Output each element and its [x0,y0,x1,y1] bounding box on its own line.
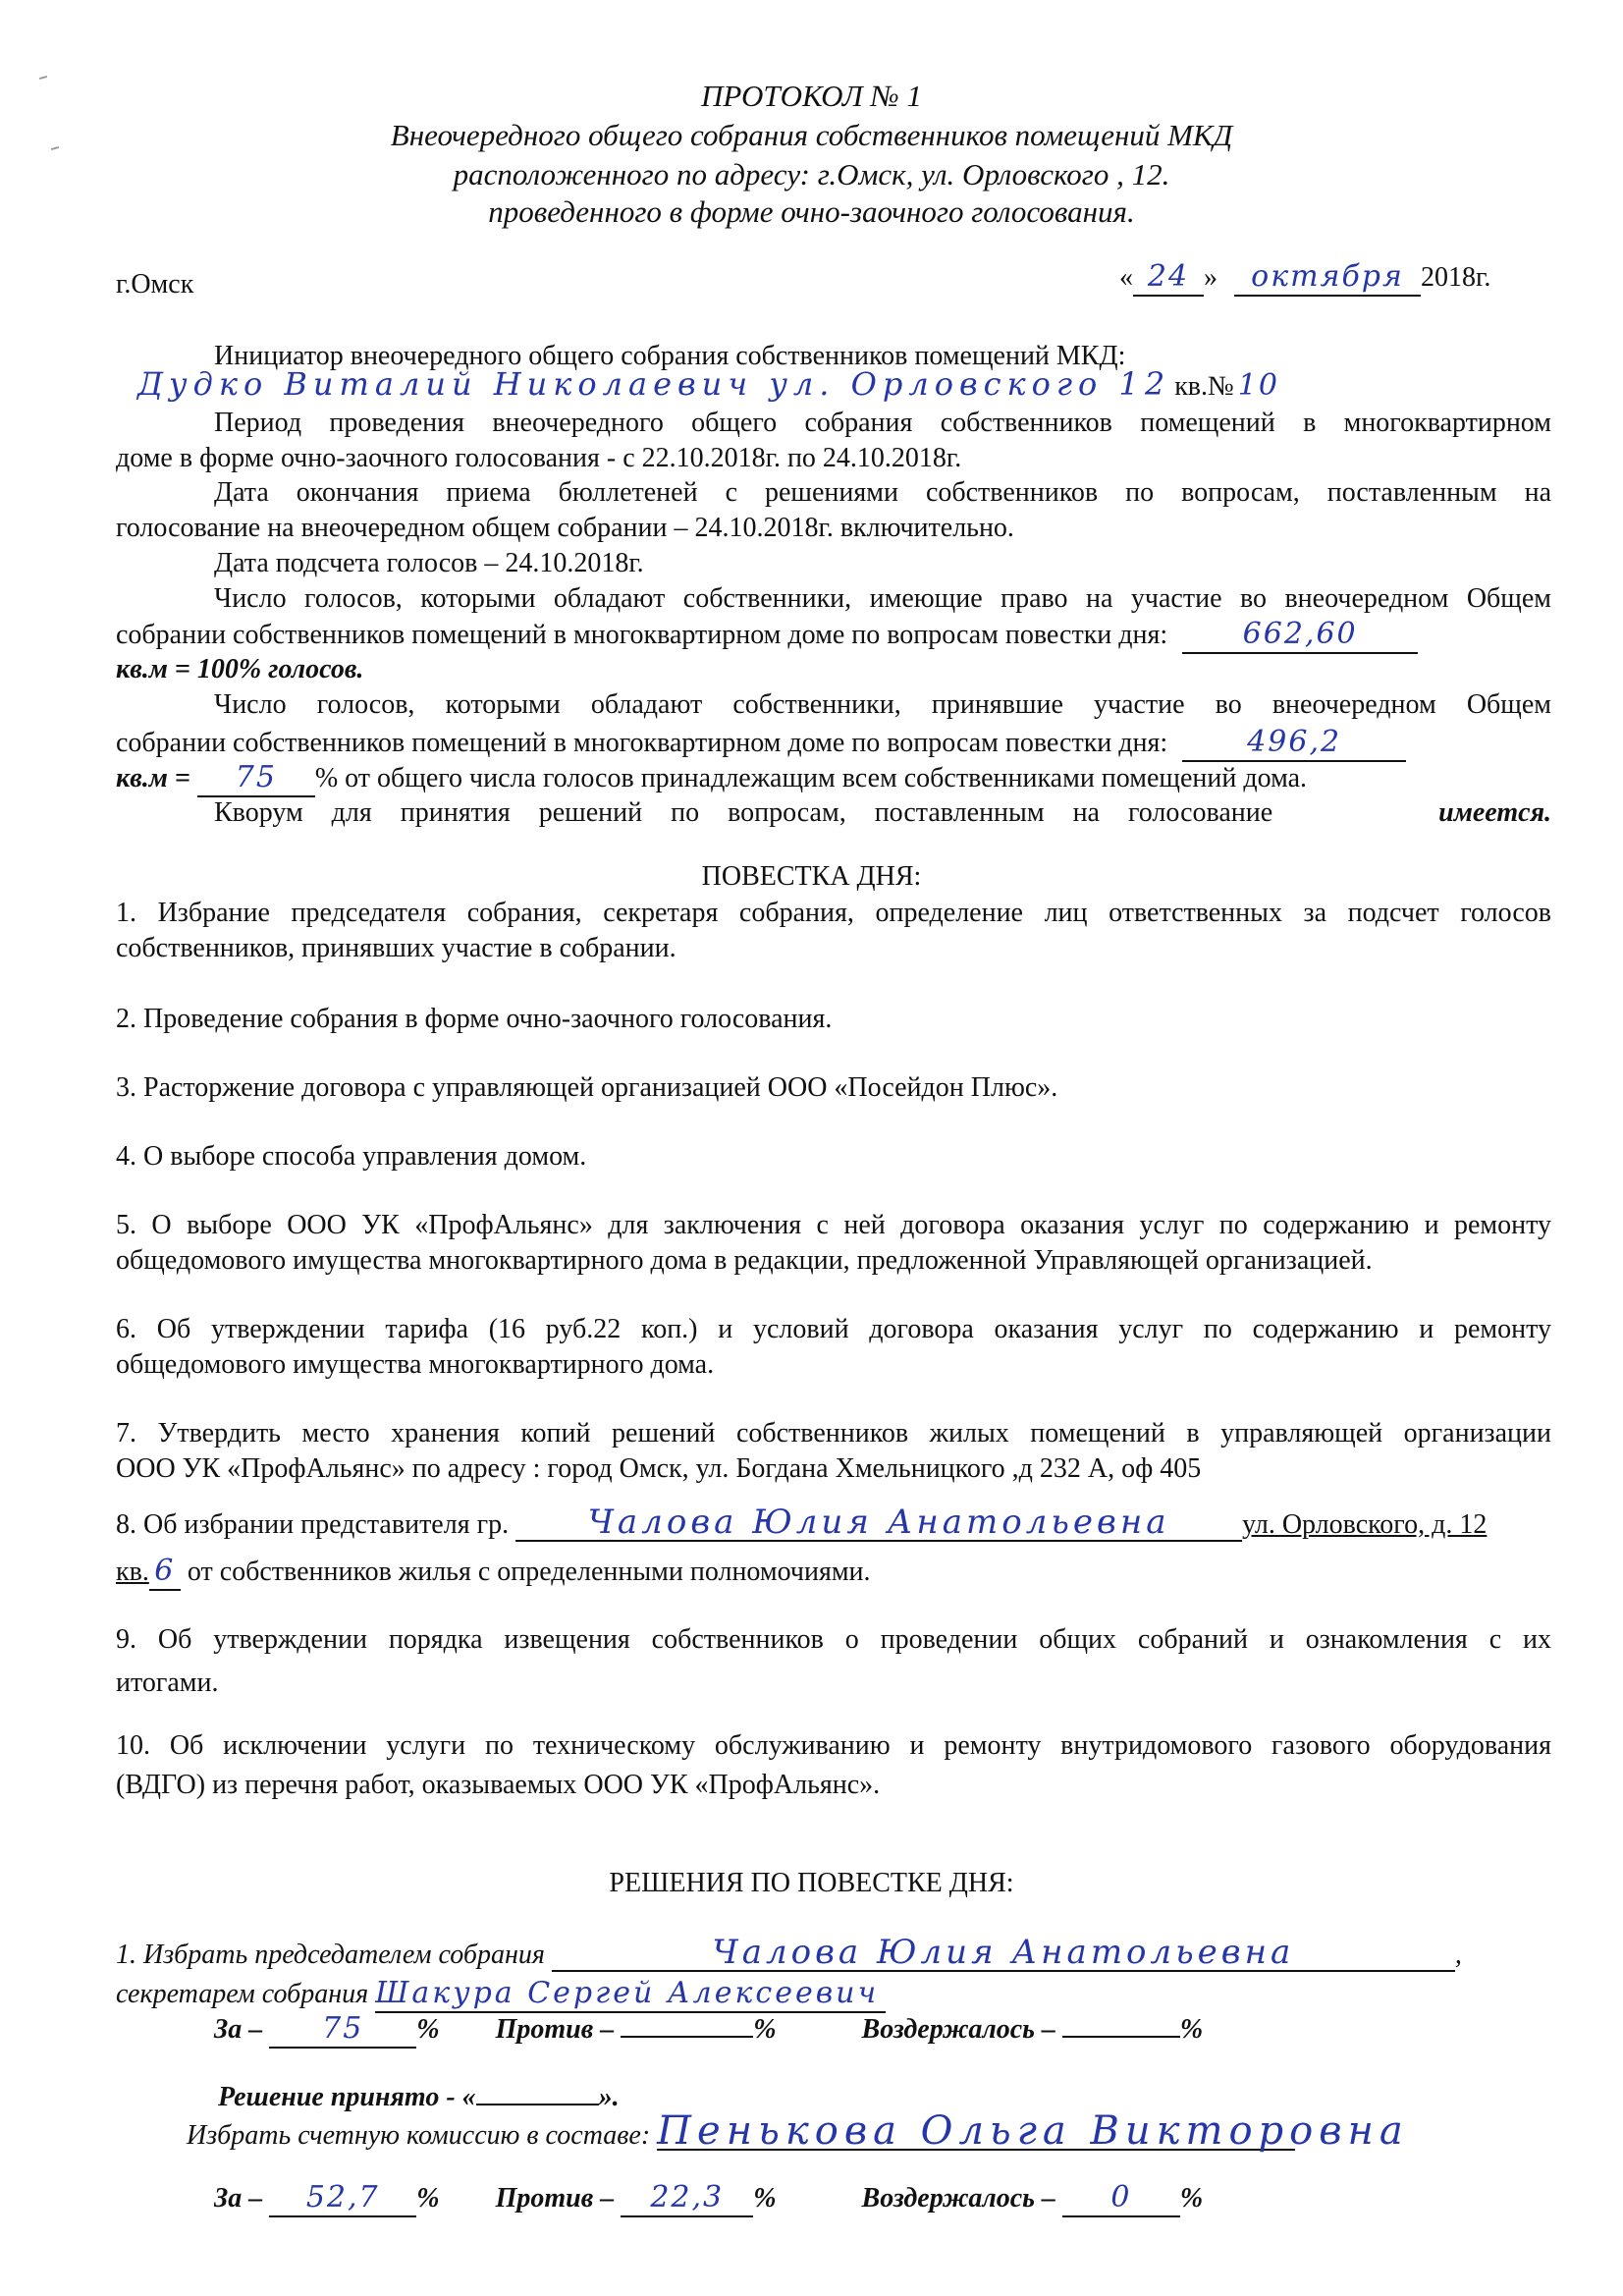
protocol-subtitle-2: расположенного по адресу: г.Омск, ул. Орловского , 12. [453,157,1170,191]
agenda-item-3: 3. Расторжение договора с управляющей организацией ООО «Посейдон Плюс». [116,1072,1058,1103]
decision-accepted: Решение принято - « ». [218,2082,620,2112]
decision-1-secretary: секретарем собрания Шакура Сергей Алексеевич [116,1976,886,2013]
total-votes-line-2: собрании собственников помещений в многоквартирном доме по вопросам повестки дня: 662,60 [116,617,1559,654]
decision-1-abstain-field[interactable] [1062,2036,1180,2038]
initiator-apt-field[interactable]: 10 [1237,368,1279,403]
protocol-subtitle-1: Внеочередного общего собрания собственников помещений МКД [390,118,1233,152]
total-votes-line-3: кв.м = 100% голосов. [116,654,364,684]
agenda-item-10: 10. Об исключении услуги по техническому обслуживанию и ремонту внутридомового газового оборудования [116,1730,1551,1761]
decisions-title: РЕШЕНИЯ ПО ПОВЕСТКЕ ДНЯ: [609,1868,1014,1898]
agenda-item-4: 4. О выборе способа управления домом. [116,1141,587,1172]
total-votes-field[interactable]: 662,60 [1182,617,1418,654]
agenda-title: ПОВЕСТКА ДНЯ: [701,861,922,892]
decision-1-votes: За – 75 % Против – % Воздержалось – % [214,2011,1203,2049]
agenda-item-8: 8. Об избрании представителя гр. Чалова Юлия Анатольевна ул. Орловского, д. 12 [116,1503,1488,1542]
period-line-1: Период проведения внеочередного общего собрания собственников помещений в многоквартирном [214,408,1551,438]
commission-name-field[interactable]: Пенькова Ольга Викторовна [657,2108,1409,2154]
protocol-title: ПРОТОКОЛ № 1 [701,79,922,113]
document-date: « 24 » октября 2018г. [1119,259,1490,297]
ballot-end-line-1: Дата окончания приема бюллетеней с решениями собственников по вопросам, поставленным на [214,477,1551,508]
commission-against-field[interactable]: 22,3 [621,2180,753,2217]
agenda-item-5-cont: общедомового имущества многоквартирного дома в редакции, предложенной Управляющей организацией. [116,1245,1373,1276]
agenda-item-2: 2. Проведение собрания в форме очно-заочного голосования. [116,1004,833,1034]
agenda-item-6: 6. Об утверждении тарифа (16 руб.22 коп.) и условий договора оказания услуг по содержанию и ремонту [116,1314,1551,1344]
decision-1-chair: 1. Избрать председателем собрания Чалова Юлия Анатольевна , [116,1933,1462,1972]
secretary-name-field[interactable]: Шакура Сергей Алексеевич [375,1976,886,2013]
date-month-field[interactable]: октября [1234,259,1421,297]
date-day-field[interactable]: 24 [1133,259,1204,297]
agenda-item-1: 1. Избрание председателя собрания, секретаря собрания, определение лиц ответственных за подсчет голосов [116,898,1551,928]
counting-commission: Избрать счетную комиссию в составе: Пенькова Ольга Викторовна [187,2108,1409,2154]
agenda-item-8-cont: кв. 6 от собственников жилья с определенными полномочиями. [116,1554,871,1591]
agenda-item-9-cont: итогами. [116,1667,219,1698]
protocol-subtitle-3: проведенного в форме очно-заочного голосования. [488,194,1135,229]
agenda-item-9: 9. Об утверждении порядка извещения собственников о проведении общих собраний и ознакомления с их [116,1624,1551,1655]
decision-1-for-field[interactable]: 75 [269,2011,416,2049]
decision-1-against-field[interactable] [621,2036,753,2038]
participating-percent-field[interactable]: 75 [197,760,315,797]
agenda-item-5: 5. О выборе ООО УК «ПрофАльянс» для заключения с ней договора оказания услуг по содержанию и ремонту [116,1210,1551,1240]
ballot-end-line-2: голосование на внеочередном общем собрании – 24.10.2018г. включительно. [116,513,1014,543]
city: г.Омск [116,269,194,300]
agenda-item-10-cont: (ВДГО) из перечня работ, оказываемых ООО УК «ПрофАльянс». [116,1770,881,1800]
initiator-name-field[interactable]: Дудко Виталий Николаевич ул. Орловского 12 [137,365,1171,403]
participating-votes-field[interactable]: 496,2 [1182,725,1406,762]
agenda-item-6-cont: общедомового имущества многоквартирного дома. [116,1349,715,1380]
initiator-label: Инициатор внеочередного общего собрания собственников помещений МКД: [214,341,1126,371]
commission-abstain-field[interactable]: 0 [1062,2180,1180,2217]
participating-votes-line-1: Число голосов, которыми обладают собственники, принявшие участие во внеочередном Общем [214,689,1551,720]
initiator-line: Дудко Виталий Николаевич ул. Орловского 12 кв.№ 10 [137,365,1279,403]
quorum-line: Кворум для принятия решений по вопросам, поставленным на голосование имеется. [214,795,1551,831]
agenda-item-7: 7. Утвердить место хранения копий решений собственников жилых помещений в управляющей организации [116,1418,1551,1449]
chair-name-field[interactable]: Чалова Юлия Анатольевна [552,1935,1455,1972]
agenda-item-1-cont: собственников, принявших участие в собрании. [116,933,676,963]
agenda-item-7-cont: ООО УК «ПрофАльянс» по адресу : город Омск, ул. Богдана Хмельницкого ,д 232 А, оф 405 [116,1453,1202,1484]
commission-for-field[interactable]: 52,7 [269,2180,416,2217]
representative-name-field[interactable]: Чалова Юлия Анатольевна [515,1504,1242,1542]
count-date: Дата подсчета голосов – 24.10.2018г. [214,548,644,578]
period-line-2: доме в форме очно-заочного голосования - с 22.10.2018г. по 24.10.2018г. [116,443,962,473]
commission-votes: За – 52,7 % Против – 22,3 % Воздержалось – 0 % [214,2180,1203,2217]
quorum-status: имеется. [1438,797,1551,828]
total-votes-line-1: Число голосов, которыми обладают собственники, имеющие право на участие во внеочередном Общем [214,583,1551,614]
participating-votes-line-3: кв.м = 75 % от общего числа голосов принадлежащим всем собственниками помещений дома. [116,760,1307,797]
participating-votes-line-2: собрании собственников помещений в многоквартирном доме по вопросам повестки дня: 496,2 [116,725,1559,762]
decision-accepted-field[interactable] [476,2104,599,2105]
representative-apt-field[interactable]: 6 [149,1554,181,1591]
